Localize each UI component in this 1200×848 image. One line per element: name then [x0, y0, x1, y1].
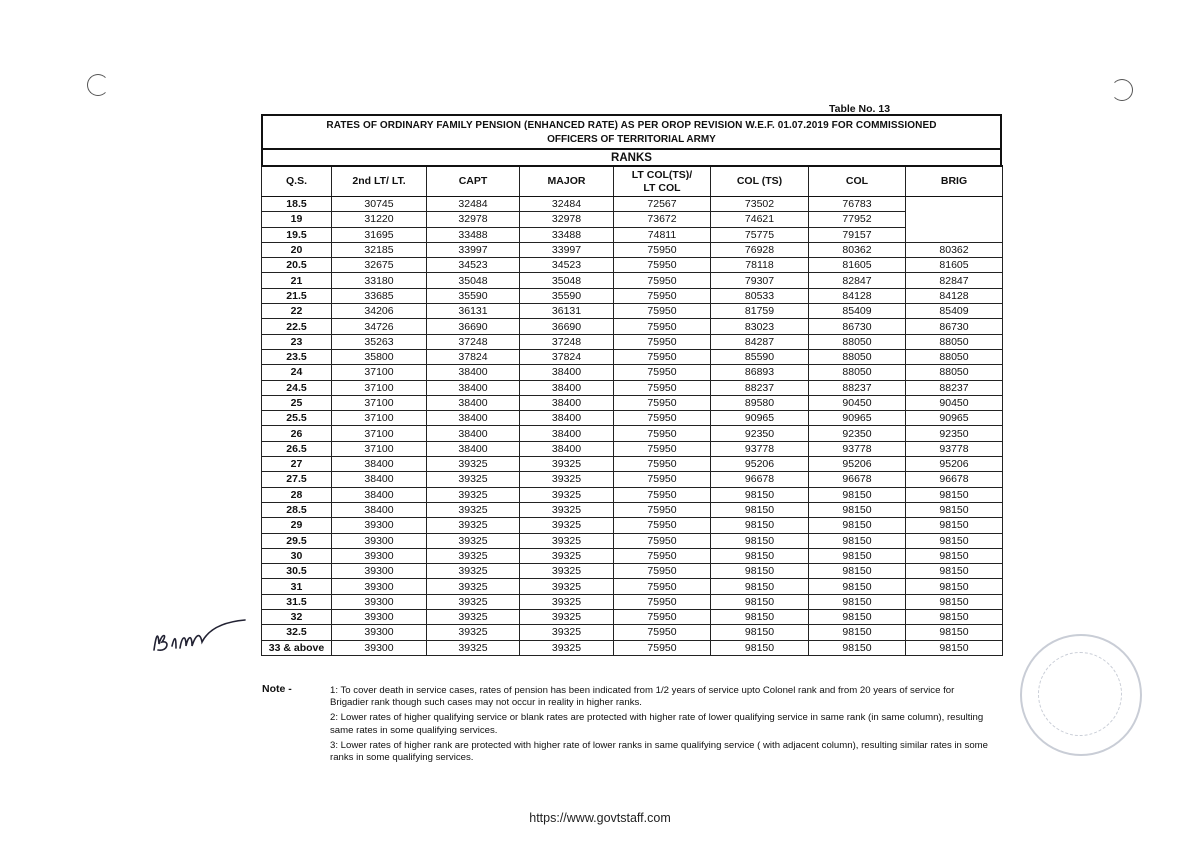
rate-cell: 39300 [332, 548, 427, 563]
table-header-row [262, 166, 1003, 197]
rate-cell [906, 227, 1003, 242]
table-row [262, 564, 1003, 579]
rate-cell: 75950 [614, 457, 711, 472]
note-label: Note - [262, 683, 292, 695]
col-header-qs: Q.S. [262, 166, 332, 197]
rate-cell: 82847 [809, 273, 906, 288]
rate-cell: 75950 [614, 273, 711, 288]
rate-cell: 74621 [711, 212, 809, 227]
rate-cell: 86730 [809, 319, 906, 334]
rate-cell: 98150 [809, 487, 906, 502]
rate-cell: 85409 [906, 304, 1003, 319]
rate-cell: 33685 [332, 288, 427, 303]
rate-cell: 38400 [332, 472, 427, 487]
rate-cell: 82847 [906, 273, 1003, 288]
rate-cell: 32484 [427, 197, 520, 212]
rate-cell: 88050 [906, 349, 1003, 364]
rate-cell: 98150 [906, 640, 1003, 655]
table-row [262, 518, 1003, 533]
rate-cell: 83023 [711, 319, 809, 334]
note-1: 1: To cover death in service cases, rates of pension has been indicated from 1/2 years of service upto Colonel rank and from 20 years of service for Brigadier rank though such cases may not occur in reality in higher ranks. [330, 685, 955, 709]
rate-cell: 98150 [809, 579, 906, 594]
rate-cell: 77952 [809, 212, 906, 227]
rate-cell: 76928 [711, 242, 809, 257]
rate-cell: 39325 [520, 533, 614, 548]
rate-cell: 39325 [427, 502, 520, 517]
rate-cell: 84287 [711, 334, 809, 349]
rate-cell: 34523 [520, 258, 614, 273]
table-title-line2: OFFICERS OF TERRITORIAL ARMY [547, 134, 716, 145]
rate-cell: 34726 [332, 319, 427, 334]
rate-cell: 86893 [711, 365, 809, 380]
qs-cell: 28 [262, 487, 332, 502]
rate-cell: 39325 [520, 502, 614, 517]
rate-cell: 38400 [427, 441, 520, 456]
rate-cell: 95206 [906, 457, 1003, 472]
rate-cell: 98150 [809, 625, 906, 640]
table-row [262, 426, 1003, 441]
rate-cell: 37824 [427, 349, 520, 364]
rate-cell: 93778 [809, 441, 906, 456]
rate-cell: 38400 [520, 395, 614, 410]
rate-cell: 88050 [809, 349, 906, 364]
rate-cell: 38400 [427, 365, 520, 380]
pension-table [261, 165, 1003, 656]
rate-cell: 75950 [614, 625, 711, 640]
rate-cell: 98150 [711, 533, 809, 548]
rate-cell: 84128 [906, 288, 1003, 303]
rate-cell: 88050 [906, 365, 1003, 380]
rate-cell: 98150 [711, 548, 809, 563]
rate-cell: 75950 [614, 610, 711, 625]
rate-cell: 32978 [427, 212, 520, 227]
rate-cell: 88050 [809, 334, 906, 349]
table-row [262, 640, 1003, 655]
rate-cell: 39300 [332, 518, 427, 533]
table-row [262, 304, 1003, 319]
qs-cell: 22.5 [262, 319, 332, 334]
rate-cell: 39325 [427, 518, 520, 533]
table-row [262, 441, 1003, 456]
rate-cell: 36131 [520, 304, 614, 319]
rate-cell: 74811 [614, 227, 711, 242]
rate-cell: 35590 [520, 288, 614, 303]
qs-cell: 23 [262, 334, 332, 349]
rate-cell: 75950 [614, 487, 711, 502]
rate-cell: 80533 [711, 288, 809, 303]
rate-cell: 89580 [711, 395, 809, 410]
table-row [262, 288, 1003, 303]
rate-cell: 36690 [427, 319, 520, 334]
rate-cell: 37100 [332, 380, 427, 395]
rate-cell: 37824 [520, 349, 614, 364]
rate-cell: 75950 [614, 365, 711, 380]
rate-cell: 33488 [427, 227, 520, 242]
rate-cell: 88050 [809, 365, 906, 380]
rate-cell: 98150 [711, 502, 809, 517]
rate-cell: 75950 [614, 258, 711, 273]
rate-cell: 75950 [614, 380, 711, 395]
rate-cell: 98150 [906, 533, 1003, 548]
rate-cell: 72567 [614, 197, 711, 212]
rate-cell: 38400 [427, 426, 520, 441]
qs-cell: 24.5 [262, 380, 332, 395]
col-header-lt-col [614, 166, 711, 197]
table-row [262, 472, 1003, 487]
rate-cell: 81605 [809, 258, 906, 273]
rate-cell: 37100 [332, 365, 427, 380]
table-row [262, 502, 1003, 517]
rate-cell: 96678 [906, 472, 1003, 487]
rate-cell: 39325 [427, 610, 520, 625]
rate-cell: 88237 [906, 380, 1003, 395]
rate-cell: 33180 [332, 273, 427, 288]
table-row [262, 594, 1003, 609]
rate-cell: 98150 [906, 518, 1003, 533]
rate-cell: 98150 [906, 564, 1003, 579]
table-row [262, 395, 1003, 410]
note-2: 2: Lower rates of higher qualifying service or blank rates are protected with higher rate of lower qualifying service in same rank (in same column), resulting same rates in some qualifying services. [330, 712, 984, 736]
table-row [262, 625, 1003, 640]
rate-cell: 34206 [332, 304, 427, 319]
rate-cell: 38400 [520, 411, 614, 426]
col-header-brig: BRIG [906, 166, 1003, 197]
rate-cell: 98150 [711, 610, 809, 625]
rate-cell: 76783 [809, 197, 906, 212]
table-row [262, 365, 1003, 380]
rate-cell: 39300 [332, 640, 427, 655]
rate-cell: 38400 [520, 441, 614, 456]
rate-cell: 75950 [614, 441, 711, 456]
rate-cell: 78118 [711, 258, 809, 273]
qs-cell: 20.5 [262, 258, 332, 273]
rate-cell: 39325 [520, 625, 614, 640]
rate-cell: 98150 [809, 640, 906, 655]
rate-cell: 75950 [614, 319, 711, 334]
qs-cell: 31.5 [262, 594, 332, 609]
rate-cell: 38400 [332, 487, 427, 502]
rate-cell: 90965 [711, 411, 809, 426]
rate-cell: 39300 [332, 579, 427, 594]
col-header-2nd-lt: 2nd LT/ LT. [332, 166, 427, 197]
table-row [262, 227, 1003, 242]
col-header-major: MAJOR [520, 166, 614, 197]
rate-cell: 98150 [906, 610, 1003, 625]
rate-cell: 39325 [520, 564, 614, 579]
qs-cell: 19.5 [262, 227, 332, 242]
rate-cell: 98150 [906, 579, 1003, 594]
table-row [262, 548, 1003, 563]
rate-cell: 37248 [520, 334, 614, 349]
qs-cell: 31 [262, 579, 332, 594]
rate-cell: 75950 [614, 288, 711, 303]
qs-cell: 19 [262, 212, 332, 227]
rate-cell: 73672 [614, 212, 711, 227]
rate-cell: 98150 [906, 502, 1003, 517]
rate-cell: 39325 [427, 594, 520, 609]
table-row [262, 411, 1003, 426]
rate-cell: 98150 [809, 610, 906, 625]
qs-cell: 25.5 [262, 411, 332, 426]
rate-cell: 37100 [332, 426, 427, 441]
rate-cell: 75950 [614, 472, 711, 487]
rate-cell: 90965 [906, 411, 1003, 426]
rate-cell: 39325 [427, 533, 520, 548]
col-header-capt: CAPT [427, 166, 520, 197]
table-row [262, 273, 1003, 288]
table-title-frame [261, 114, 1002, 166]
rate-cell: 35048 [520, 273, 614, 288]
rate-cell: 75950 [614, 548, 711, 563]
notes [330, 685, 990, 767]
rate-cell: 39325 [520, 457, 614, 472]
rate-cell: 39325 [520, 579, 614, 594]
rate-cell: 92350 [809, 426, 906, 441]
rate-cell: 39300 [332, 610, 427, 625]
rate-cell: 34523 [427, 258, 520, 273]
rate-cell: 90450 [906, 395, 1003, 410]
rate-cell: 37248 [427, 334, 520, 349]
rate-cell: 98150 [906, 625, 1003, 640]
rate-cell: 37100 [332, 395, 427, 410]
rate-cell [906, 212, 1003, 227]
rate-cell: 39325 [520, 594, 614, 609]
table-row [262, 457, 1003, 472]
rate-cell: 38400 [520, 365, 614, 380]
rate-cell: 90450 [809, 395, 906, 410]
qs-cell: 25 [262, 395, 332, 410]
col-header-lt-col-line1: LT COL(TS)/ [631, 168, 693, 181]
rate-cell: 38400 [332, 502, 427, 517]
rate-cell: 75950 [614, 349, 711, 364]
rate-cell: 75950 [614, 518, 711, 533]
qs-cell: 27.5 [262, 472, 332, 487]
rate-cell: 75950 [614, 594, 711, 609]
table-row [262, 258, 1003, 273]
table-row [262, 319, 1003, 334]
rate-cell: 39325 [427, 579, 520, 594]
rate-cell: 98150 [809, 548, 906, 563]
rate-cell: 32675 [332, 258, 427, 273]
qs-cell: 20 [262, 242, 332, 257]
rate-cell: 79307 [711, 273, 809, 288]
rate-cell: 36690 [520, 319, 614, 334]
rate-cell: 75950 [614, 579, 711, 594]
rate-cell: 73502 [711, 197, 809, 212]
qs-cell: 29.5 [262, 533, 332, 548]
rate-cell: 39325 [520, 610, 614, 625]
rate-cell: 98150 [711, 640, 809, 655]
rate-cell: 98150 [809, 518, 906, 533]
rate-cell: 75950 [614, 640, 711, 655]
rate-cell: 32484 [520, 197, 614, 212]
table-row [262, 334, 1003, 349]
rate-cell: 95206 [711, 457, 809, 472]
qs-cell: 33 & above [262, 640, 332, 655]
rate-cell: 75950 [614, 533, 711, 548]
stamp-inner-ring [1038, 652, 1122, 736]
rate-cell: 75775 [711, 227, 809, 242]
table-row [262, 349, 1003, 364]
rate-cell: 81605 [906, 258, 1003, 273]
rate-cell: 39325 [427, 640, 520, 655]
rate-cell: 39325 [427, 457, 520, 472]
rate-cell [906, 197, 1003, 212]
rate-cell: 39300 [332, 594, 427, 609]
rate-cell: 39325 [520, 472, 614, 487]
table-title-line1: RATES OF ORDINARY FAMILY PENSION (ENHANCED RATE) AS PER OROP REVISION W.E.F. 01.07.2019 FOR COMMISSIONED [326, 120, 937, 131]
rate-cell: 39325 [427, 564, 520, 579]
rate-cell: 35048 [427, 273, 520, 288]
table-row [262, 487, 1003, 502]
qs-cell: 27 [262, 457, 332, 472]
rate-cell: 75950 [614, 502, 711, 517]
table-row [262, 197, 1003, 212]
rate-cell: 79157 [809, 227, 906, 242]
rate-cell: 98150 [809, 594, 906, 609]
rate-cell: 39325 [427, 625, 520, 640]
rate-cell: 93778 [906, 441, 1003, 456]
rate-cell: 88050 [906, 334, 1003, 349]
rate-cell: 35590 [427, 288, 520, 303]
col-header-col: COL [809, 166, 906, 197]
ranks-header: RANKS [263, 148, 1000, 168]
rate-cell: 75950 [614, 564, 711, 579]
rate-cell: 32978 [520, 212, 614, 227]
rate-cell: 39300 [332, 564, 427, 579]
qs-cell: 26.5 [262, 441, 332, 456]
rate-cell: 75950 [614, 304, 711, 319]
rate-cell: 84128 [809, 288, 906, 303]
rate-cell: 90965 [809, 411, 906, 426]
rate-cell: 38400 [427, 411, 520, 426]
qs-cell: 32 [262, 610, 332, 625]
qs-cell: 23.5 [262, 349, 332, 364]
rate-cell: 92350 [711, 426, 809, 441]
rate-cell: 98150 [906, 548, 1003, 563]
qs-cell: 32.5 [262, 625, 332, 640]
rate-cell: 86730 [906, 319, 1003, 334]
rate-cell: 75950 [614, 242, 711, 257]
punch-hole-left [87, 74, 109, 96]
rate-cell: 75950 [614, 426, 711, 441]
rate-cell: 81759 [711, 304, 809, 319]
qs-cell: 29 [262, 518, 332, 533]
rate-cell: 96678 [711, 472, 809, 487]
col-header-col-ts: COL (TS) [711, 166, 809, 197]
table-row [262, 610, 1003, 625]
rate-cell: 35800 [332, 349, 427, 364]
rate-cell: 98150 [711, 564, 809, 579]
table-row [262, 579, 1003, 594]
rate-cell: 32185 [332, 242, 427, 257]
rate-cell: 35263 [332, 334, 427, 349]
rate-cell: 37100 [332, 441, 427, 456]
qs-cell: 24 [262, 365, 332, 380]
rate-cell: 98150 [711, 518, 809, 533]
table-row [262, 242, 1003, 257]
rate-cell: 98150 [711, 594, 809, 609]
rate-cell: 39325 [520, 640, 614, 655]
table-row [262, 533, 1003, 548]
handwritten-signature [150, 612, 250, 667]
table-body [262, 197, 1003, 656]
rate-cell: 75950 [614, 395, 711, 410]
rate-cell: 98150 [809, 533, 906, 548]
rate-cell: 80362 [809, 242, 906, 257]
rate-cell: 98150 [906, 594, 1003, 609]
rate-cell: 38400 [520, 426, 614, 441]
rate-cell: 98150 [711, 579, 809, 594]
rate-cell: 75950 [614, 411, 711, 426]
qs-cell: 28.5 [262, 502, 332, 517]
rate-cell: 85590 [711, 349, 809, 364]
rate-cell: 95206 [809, 457, 906, 472]
rate-cell: 39325 [520, 518, 614, 533]
rate-cell: 39325 [427, 487, 520, 502]
table-number: Table No. 13 [829, 103, 891, 115]
rate-cell: 31220 [332, 212, 427, 227]
rate-cell: 38400 [427, 395, 520, 410]
qs-cell: 22 [262, 304, 332, 319]
rate-cell: 38400 [520, 380, 614, 395]
rate-cell: 37100 [332, 411, 427, 426]
rate-cell: 33997 [427, 242, 520, 257]
rate-cell: 92350 [906, 426, 1003, 441]
rate-cell: 39325 [427, 472, 520, 487]
rate-cell: 98150 [809, 564, 906, 579]
rate-cell: 75950 [614, 334, 711, 349]
qs-cell: 21 [262, 273, 332, 288]
rate-cell: 98150 [809, 502, 906, 517]
rate-cell: 96678 [809, 472, 906, 487]
rate-cell: 33488 [520, 227, 614, 242]
rate-cell: 39325 [520, 487, 614, 502]
rate-cell: 80362 [906, 242, 1003, 257]
rate-cell: 98150 [711, 625, 809, 640]
rate-cell: 88237 [809, 380, 906, 395]
punch-hole-right [1111, 79, 1133, 101]
rate-cell: 93778 [711, 441, 809, 456]
qs-cell: 26 [262, 426, 332, 441]
rate-cell: 31695 [332, 227, 427, 242]
qs-cell: 30.5 [262, 564, 332, 579]
table-row [262, 212, 1003, 227]
rate-cell: 98150 [711, 487, 809, 502]
footer-url: https://www.govtstaff.com [529, 811, 671, 825]
note-3: 3: Lower rates of higher rank are protected with higher rate of lower ranks in same qualifying service ( with adjacent column), resulting similar rates in some ranks in some qualifying services. [330, 739, 989, 764]
rate-cell: 39300 [332, 625, 427, 640]
rate-cell: 39300 [332, 533, 427, 548]
rate-cell: 38400 [332, 457, 427, 472]
rate-cell: 30745 [332, 197, 427, 212]
qs-cell: 30 [262, 548, 332, 563]
official-stamp [1020, 634, 1142, 756]
rate-cell: 33997 [520, 242, 614, 257]
table-row [262, 380, 1003, 395]
rate-cell: 98150 [906, 487, 1003, 502]
qs-cell: 21.5 [262, 288, 332, 303]
rate-cell: 88237 [711, 380, 809, 395]
qs-cell: 18.5 [262, 197, 332, 212]
rate-cell: 85409 [809, 304, 906, 319]
rate-cell: 39325 [520, 548, 614, 563]
rate-cell: 39325 [427, 548, 520, 563]
rate-cell: 36131 [427, 304, 520, 319]
col-header-lt-col-line2: LT COL [643, 181, 681, 194]
rate-cell: 38400 [427, 380, 520, 395]
